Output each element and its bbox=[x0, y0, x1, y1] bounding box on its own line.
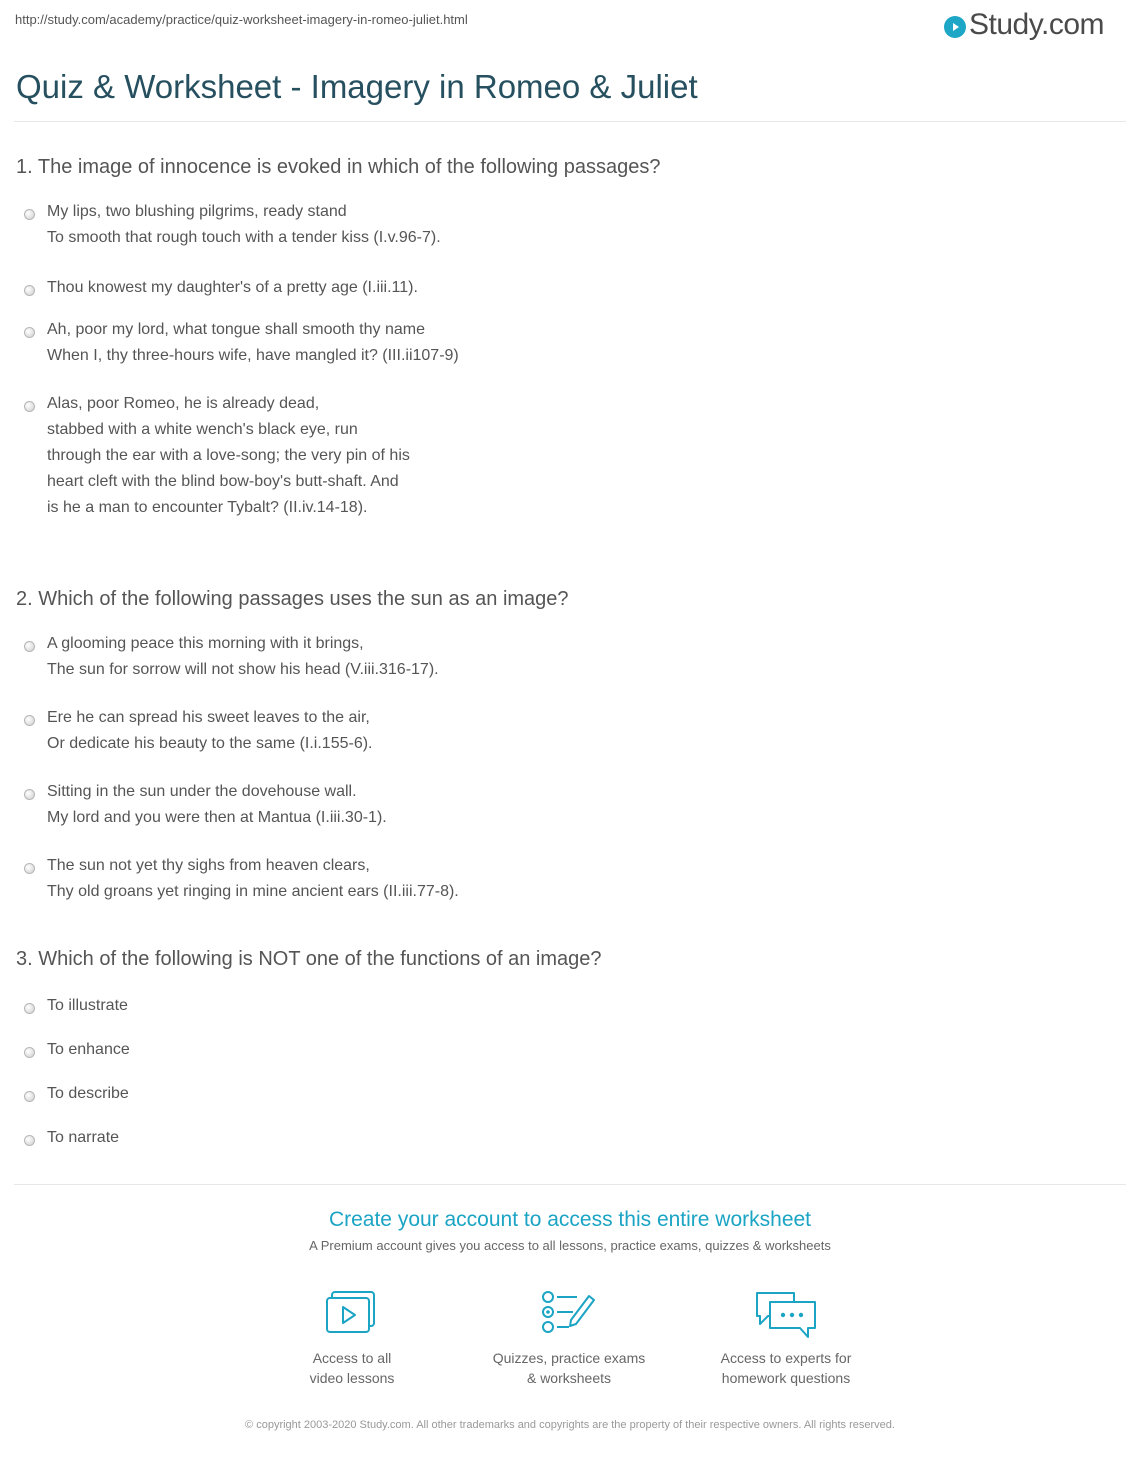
q1-option-4[interactable] bbox=[24, 396, 410, 525]
q3-option-1[interactable] bbox=[24, 998, 128, 1023]
option-line: heart cleft with the blind bow-boy's butt-shaft. And bbox=[47, 473, 399, 490]
divider bbox=[14, 121, 1126, 122]
radio-button[interactable] bbox=[24, 863, 35, 874]
q2-option-4[interactable] bbox=[24, 858, 459, 909]
cta-title[interactable]: Create your account to access this entire worksheet bbox=[328, 1208, 812, 1231]
radio-button[interactable] bbox=[24, 1091, 35, 1102]
feature-quizzes bbox=[479, 1290, 659, 1388]
copyright: © copyright 2003-2020 Study.com. All other trademarks and copyrights are the property of their respective owners. All rights reserved. bbox=[245, 1419, 895, 1431]
option-line: To describe bbox=[47, 1085, 129, 1102]
option-line: To smooth that rough touch with a tender kiss (I.v.96-7). bbox=[47, 229, 441, 246]
option-line: When I, thy three-hours wife, have mangled it? (III.ii107-9) bbox=[47, 347, 459, 364]
q1-option-1[interactable] bbox=[24, 204, 441, 255]
q1-option-3[interactable] bbox=[24, 322, 459, 373]
study-logo[interactable] bbox=[944, 8, 1104, 42]
radio-button[interactable] bbox=[24, 715, 35, 726]
option-line: A glooming peace this morning with it brings, bbox=[47, 635, 364, 652]
q3-option-4[interactable] bbox=[24, 1130, 119, 1155]
q3-option-3[interactable] bbox=[24, 1086, 129, 1111]
option-line: To illustrate bbox=[47, 997, 128, 1014]
option-line: Alas, poor Romeo, he is already dead, bbox=[47, 395, 320, 412]
radio-button[interactable] bbox=[24, 1003, 35, 1014]
feature-line: & worksheets bbox=[526, 1370, 612, 1386]
feature-line: Quizzes, practice exams bbox=[492, 1350, 646, 1366]
radio-button[interactable] bbox=[24, 789, 35, 800]
feature-line: video lessons bbox=[309, 1370, 395, 1386]
feature-line: Access to all bbox=[312, 1350, 392, 1366]
question-3-text: 3. Which of the following is NOT one of the functions of an image? bbox=[16, 948, 602, 970]
q1-option-2[interactable] bbox=[24, 280, 418, 305]
radio-button[interactable] bbox=[24, 1047, 35, 1058]
q2-option-3[interactable] bbox=[24, 784, 387, 835]
page-url: http://study.com/academy/practice/quiz-worksheet-imagery-in-romeo-juliet.html bbox=[15, 12, 468, 27]
feature-line: Access to experts for bbox=[720, 1350, 852, 1366]
radio-button[interactable] bbox=[24, 1135, 35, 1146]
radio-button[interactable] bbox=[24, 209, 35, 220]
feature-video-lessons bbox=[262, 1290, 442, 1388]
q3-option-2[interactable] bbox=[24, 1042, 130, 1067]
radio-button[interactable] bbox=[24, 401, 35, 412]
option-line: The sun for sorrow will not show his head (V.iii.316-17). bbox=[47, 661, 439, 678]
logo-text: Study.com bbox=[969, 8, 1104, 41]
cta-subtitle: A Premium account gives you access to all lessons, practice exams, quizzes & worksheets bbox=[309, 1238, 831, 1253]
option-line: My lord and you were then at Mantua (I.iii.30-1). bbox=[47, 809, 387, 826]
option-line: Sitting in the sun under the dovehouse wall. bbox=[47, 783, 357, 800]
chat-bubbles-icon bbox=[754, 1290, 818, 1342]
q2-option-1[interactable] bbox=[24, 636, 439, 687]
radio-button[interactable] bbox=[24, 327, 35, 338]
feature-line: homework questions bbox=[721, 1370, 851, 1386]
play-circle-icon bbox=[944, 16, 966, 38]
option-line: stabbed with a white wench's black eye, run bbox=[47, 421, 358, 438]
option-line: To enhance bbox=[47, 1041, 130, 1058]
option-line: My lips, two blushing pilgrims, ready stand bbox=[47, 203, 347, 220]
divider bbox=[14, 1184, 1126, 1185]
option-line: Or dedicate his beauty to the same (I.i.155-6). bbox=[47, 735, 373, 752]
question-1-text: 1. The image of innocence is evoked in which of the following passages? bbox=[16, 156, 661, 178]
feature-experts bbox=[696, 1290, 876, 1388]
option-line: The sun not yet thy sighs from heaven clears, bbox=[47, 857, 370, 874]
option-line: Thy old groans yet ringing in mine ancient ears (II.iii.77-8). bbox=[47, 883, 459, 900]
option-line: Ere he can spread his sweet leaves to the air, bbox=[47, 709, 370, 726]
radio-button[interactable] bbox=[24, 641, 35, 652]
page-title: Quiz & Worksheet - Imagery in Romeo & Juliet bbox=[16, 68, 698, 105]
quiz-checklist-icon bbox=[541, 1290, 597, 1336]
option-line: is he a man to encounter Tybalt? (II.iv.14-18). bbox=[47, 499, 368, 516]
q2-option-2[interactable] bbox=[24, 710, 373, 761]
radio-button[interactable] bbox=[24, 285, 35, 296]
question-2-text: 2. Which of the following passages uses the sun as an image? bbox=[16, 588, 569, 610]
option-line: Thou knowest my daughter's of a pretty age (I.iii.11). bbox=[47, 279, 418, 296]
option-line: Ah, poor my lord, what tongue shall smooth thy name bbox=[47, 321, 425, 338]
option-line: To narrate bbox=[47, 1129, 120, 1146]
video-lessons-icon bbox=[326, 1290, 378, 1336]
option-line: through the ear with a love-song; the very pin of his bbox=[47, 447, 410, 464]
